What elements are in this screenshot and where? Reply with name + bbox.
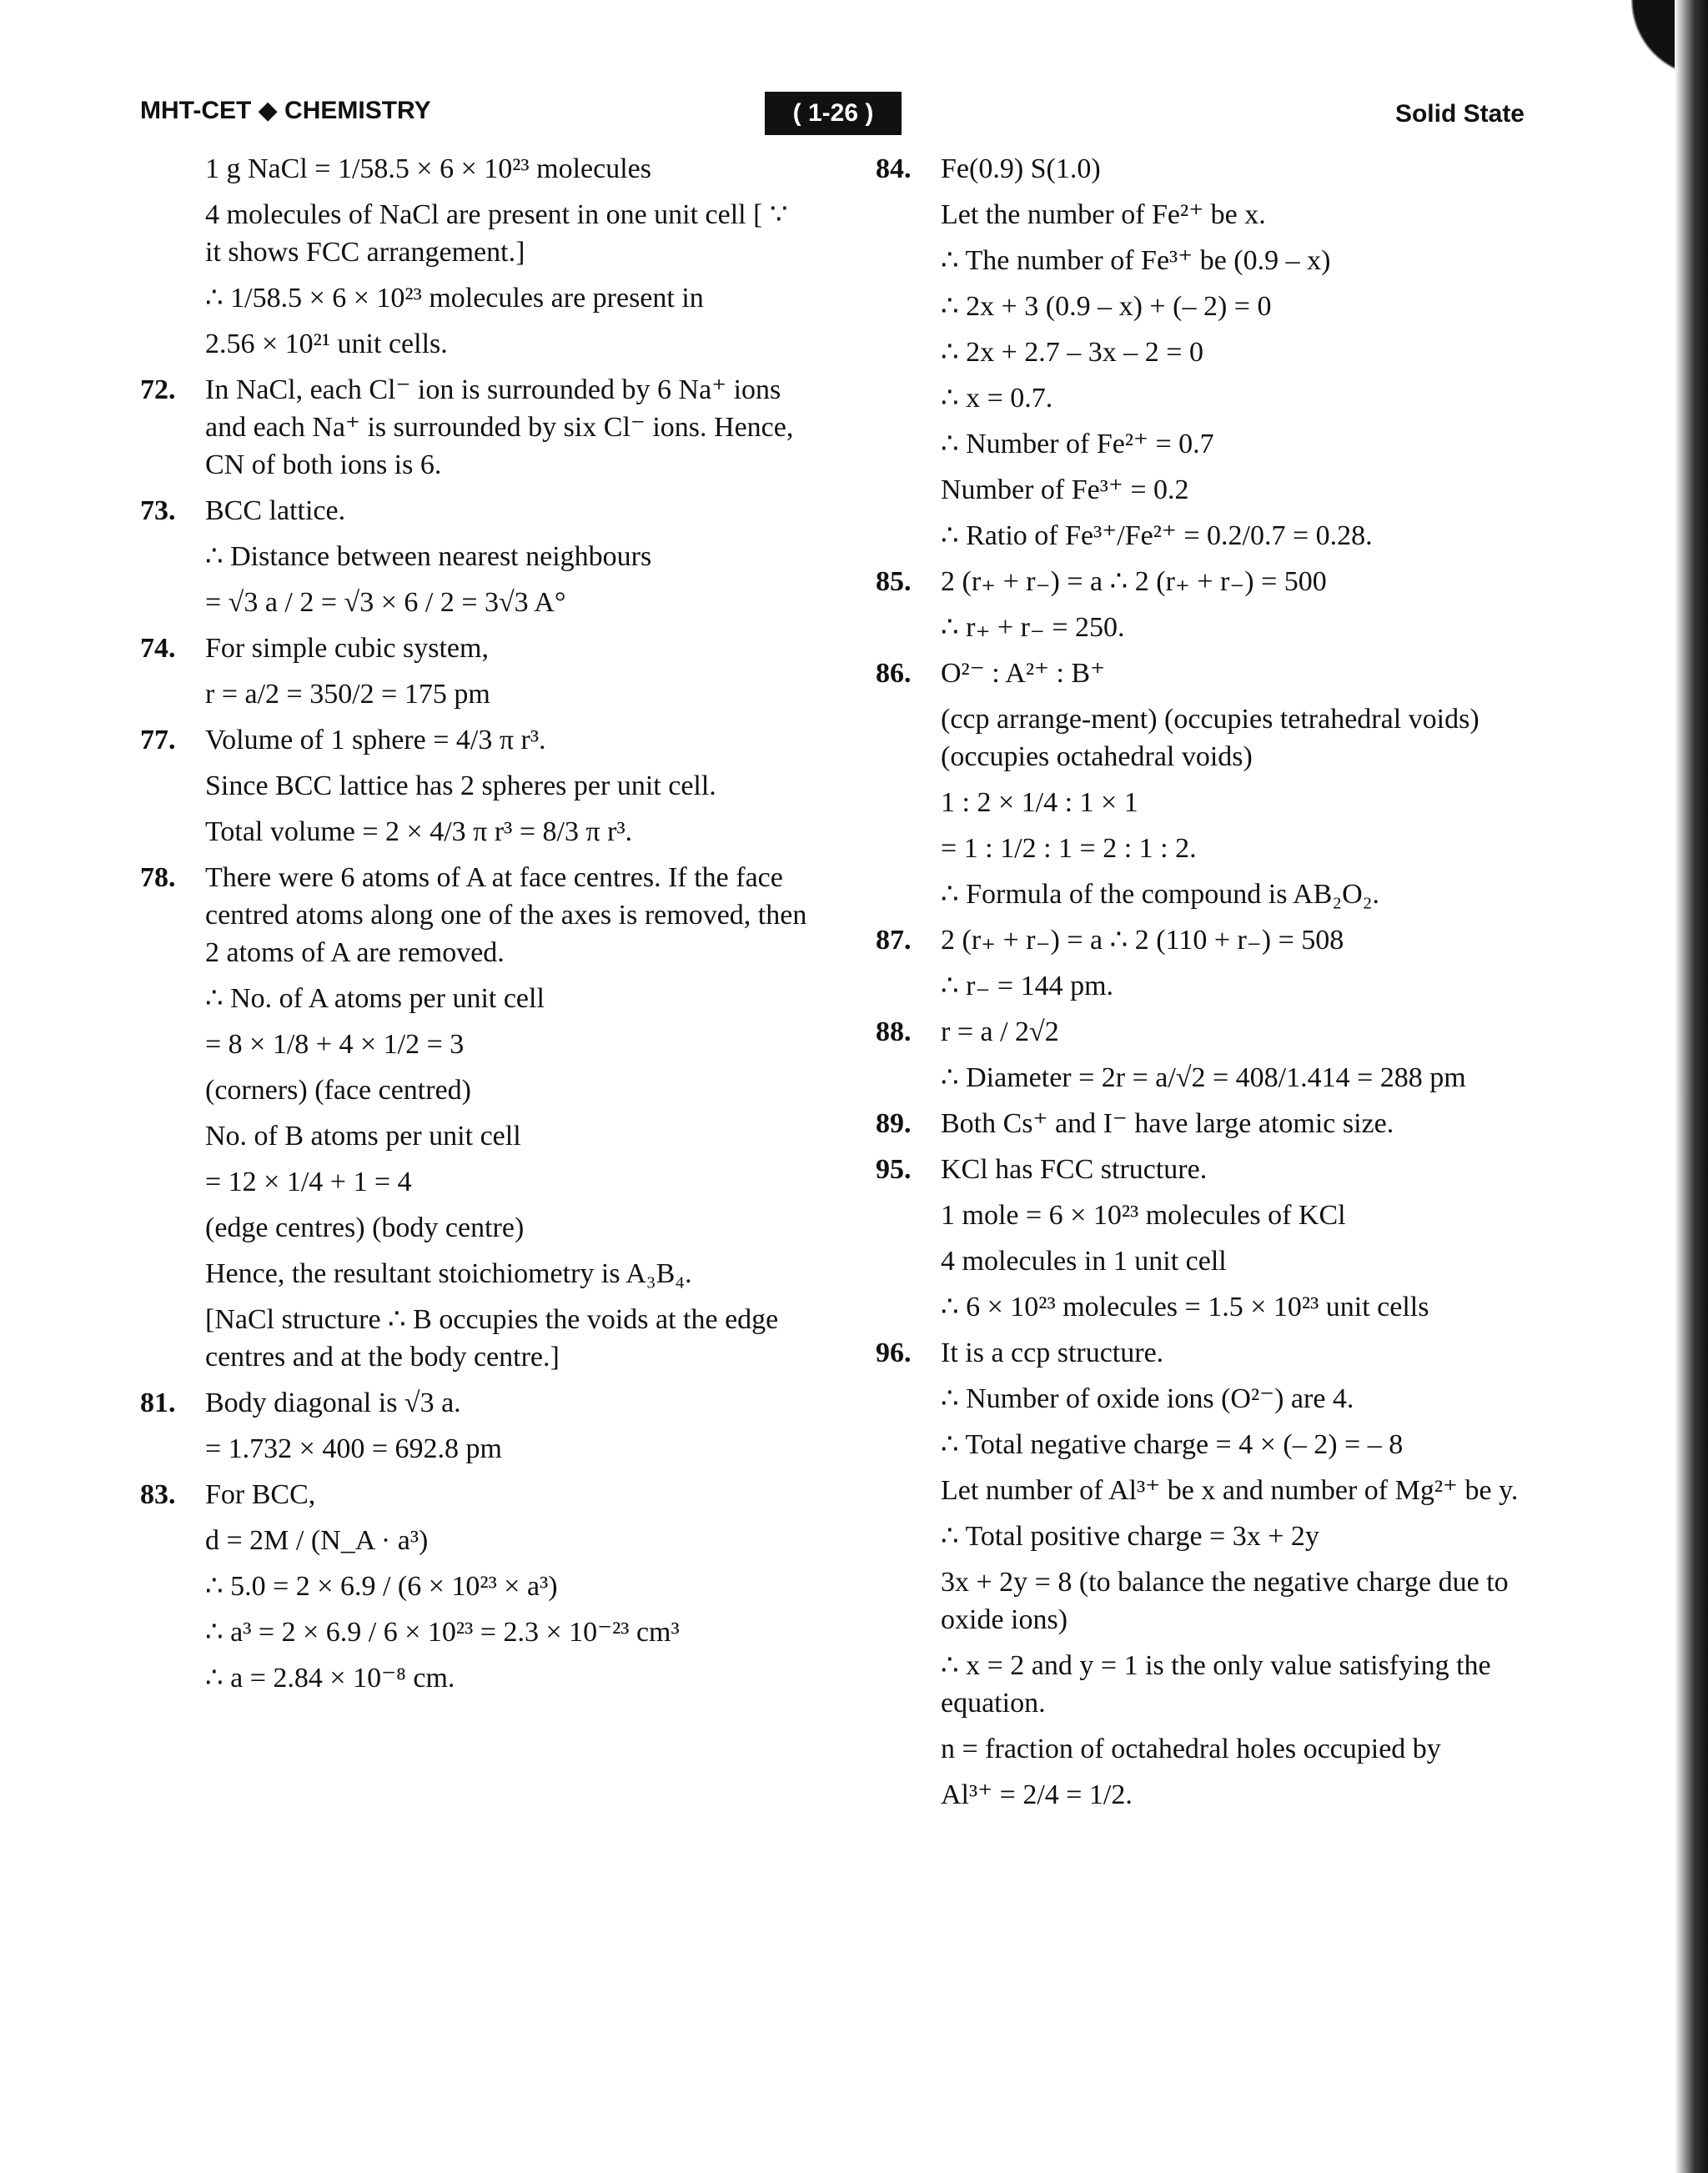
answer-line: (edge centres) (body centre) (205, 1212, 525, 1243)
page-number: ( 1-26 ) (765, 92, 902, 135)
answer-item (140, 1384, 807, 1468)
answer-line: ∴ x = 0.7. (941, 383, 1053, 414)
answer-line: ∴ r₊ + r₋ = 250. (941, 612, 1125, 643)
answer-line: ∴ a = 2.84 × 10⁻⁸ cm. (205, 1663, 455, 1694)
answer-line: Volume of 1 sphere = 4/3 π r³. (205, 725, 546, 755)
answer-number: 85. (876, 566, 912, 597)
answer-line: Fe(0.9) S(1.0) (941, 153, 1101, 184)
answer-number: 86. (876, 658, 912, 689)
answer-number: 96. (876, 1337, 912, 1368)
answer-line: 1 g NaCl = 1/58.5 × 6 × 10²³ molecules (205, 153, 651, 184)
answer-line: = 1.732 × 400 = 692.8 pm (205, 1433, 502, 1464)
answer-line: ∴ No. of A atoms per unit cell (205, 983, 545, 1014)
answer-line: ∴ 2x + 2.7 – 3x – 2 = 0 (941, 337, 1203, 368)
answer-line: ∴ Ratio of Fe³⁺/Fe²⁺ = 0.2/0.7 = 0.28. (941, 520, 1373, 551)
answer-line: ∴ Number of oxide ions (O²⁻) are 4. (941, 1383, 1354, 1414)
answer-line: ∴ The number of Fe³⁺ be (0.9 – x) (941, 245, 1331, 276)
answer-line: Let number of Al³⁺ be x and number of Mg²⁺ be y. (941, 1475, 1519, 1506)
answer-number: 95. (876, 1154, 912, 1185)
answer-number: 81. (140, 1388, 176, 1418)
answer-item (876, 655, 1543, 913)
answer-line: 1 : 2 × 1/4 : 1 × 1 (941, 787, 1138, 818)
answer-line: (corners) (face centred) (205, 1075, 471, 1106)
page-edge-shadow (1675, 0, 1708, 2173)
answer-item (876, 1013, 1543, 1097)
answer-line: O²⁻ : A²⁺ : B⁺ (941, 658, 1106, 689)
answer-item (140, 859, 807, 1376)
answer-number: 89. (876, 1108, 912, 1139)
answer-number: 72. (140, 374, 176, 405)
answer-line: r = a / 2√2 (941, 1016, 1059, 1047)
answer-line: ∴ Distance between nearest neighbours (205, 541, 652, 572)
answer-line: Number of Fe³⁺ = 0.2 (941, 474, 1189, 505)
answer-line: Hence, the resultant stoichiometry is A₃B₄. (205, 1258, 692, 1289)
left-column (140, 150, 807, 1705)
answer-line: = 12 × 1/4 + 1 = 4 (205, 1167, 412, 1197)
answer-line: ∴ Total positive charge = 3x + 2y (941, 1521, 1319, 1552)
answer-line: = 8 × 1/8 + 4 × 1/2 = 3 (205, 1029, 465, 1060)
answer-line: r = a/2 = 350/2 = 175 pm (205, 679, 490, 710)
answer-item (140, 630, 807, 713)
answer-item (140, 721, 807, 851)
answer-line: ∴ Number of Fe²⁺ = 0.7 (941, 429, 1214, 459)
answer-number: 78. (140, 862, 176, 893)
answer-line: Both Cs⁺ and I⁻ have large atomic size. (941, 1108, 1394, 1139)
answer-number: 87. (876, 925, 912, 956)
answer-item (876, 563, 1543, 646)
answer-line: 4 molecules of NaCl are present in one unit cell [ ∵ it shows FCC arrangement.] (205, 199, 788, 268)
answer-line: ∴ x = 2 and y = 1 is the only value satisfying the equation. (941, 1650, 1491, 1719)
answer-line: d = 2M / (N_A · a³) (205, 1525, 429, 1556)
answer-number: 83. (140, 1479, 176, 1510)
answer-line: BCC lattice. (205, 495, 346, 526)
answer-line: ∴ Formula of the compound is AB₂O₂. (941, 879, 1380, 910)
answer-item (876, 1105, 1543, 1142)
answer-line: For BCC, (205, 1479, 316, 1510)
answer-line: Let the number of Fe²⁺ be x. (941, 199, 1266, 230)
answer-line: It is a ccp structure. (941, 1337, 1164, 1368)
answer-line: In NaCl, each Cl⁻ ion is surrounded by 6 Na⁺ ions and each Na⁺ is surrounded by six Cl⁻ ions. Hence, CN of both ions is 6. (205, 374, 794, 480)
answer-line: Al³⁺ = 2/4 = 1/2. (941, 1779, 1133, 1810)
answer-line: [NaCl structure ∴ B occupies the voids at the edge centres and at the body centre.] (205, 1304, 779, 1373)
answer-line: 2 (r₊ + r₋) = a ∴ 2 (110 + r₋) = 508 (941, 925, 1344, 956)
answer-line: Body diagonal is √3 a. (205, 1388, 461, 1418)
answer-line: There were 6 atoms of A at face centres. If the face centred atoms along one of the axes is removed, then 2 atoms of A are removed. (205, 862, 807, 968)
answer-line: ∴ r₋ = 144 pm. (941, 971, 1114, 1001)
answer-item (140, 1476, 807, 1697)
answer-line: 4 molecules in 1 unit cell (941, 1246, 1227, 1277)
answer-number: 73. (140, 495, 176, 526)
answer-line: Since BCC lattice has 2 spheres per unit cell. (205, 770, 716, 801)
answer-line: n = fraction of octahedral holes occupied by (941, 1734, 1441, 1764)
answer-line: 3x + 2y = 8 (to balance the negative charge due to oxide ions) (941, 1567, 1509, 1635)
answer-line: ∴ a³ = 2 × 6.9 / 6 × 10²³ = 2.3 × 10⁻²³ cm³ (205, 1617, 680, 1648)
answer-item (140, 371, 807, 484)
answer-line: KCl has FCC structure. (941, 1154, 1208, 1185)
right-column (876, 150, 1543, 1822)
answer-line: No. of B atoms per unit cell (205, 1121, 521, 1152)
answer-line: ∴ 6 × 10²³ molecules = 1.5 × 10²³ unit cells (941, 1292, 1429, 1322)
answer-line: ∴ 1/58.5 × 6 × 10²³ molecules are present in (205, 283, 704, 314)
answer-line: For simple cubic system, (205, 633, 489, 664)
header-right: Solid State (1394, 100, 1525, 128)
answer-item (876, 150, 1543, 555)
answer-item (876, 1151, 1543, 1326)
answer-line: = √3 a / 2 = √3 × 6 / 2 = 3√3 A° (205, 587, 566, 618)
header-left: MHT-CET ◆ CHEMISTRY (140, 97, 431, 124)
answer-line: Total volume = 2 × 4/3 π r³ = 8/3 π r³. (205, 816, 633, 847)
answer-line: ∴ Diameter = 2r = a/√2 = 408/1.414 = 288 pm (941, 1062, 1466, 1093)
answer-line: 2.56 × 10²¹ unit cells. (205, 329, 448, 359)
answer-item (140, 492, 807, 621)
answer-number: 74. (140, 633, 176, 664)
answer-item (140, 150, 807, 363)
answer-item (876, 1334, 1543, 1814)
answer-line: ∴ Total negative charge = 4 × (– 2) = – 8 (941, 1429, 1404, 1460)
answer-number: 77. (140, 725, 176, 755)
answer-line: = 1 : 1/2 : 1 = 2 : 1 : 2. (941, 833, 1197, 864)
answer-item (876, 921, 1543, 1005)
answer-line: ∴ 2x + 3 (0.9 – x) + (– 2) = 0 (941, 291, 1272, 322)
answer-number: 88. (876, 1016, 912, 1047)
answer-line: 1 mole = 6 × 10²³ molecules of KCl (941, 1200, 1346, 1231)
answer-line: ∴ 5.0 = 2 × 6.9 / (6 × 10²³ × a³) (205, 1571, 558, 1602)
answer-number: 84. (876, 153, 912, 184)
answer-line: 2 (r₊ + r₋) = a ∴ 2 (r₊ + r₋) = 500 (941, 566, 1327, 597)
answer-line: (ccp arrange-ment) (occupies tetrahedral voids) (occupies octahedral voids) (941, 704, 1479, 772)
